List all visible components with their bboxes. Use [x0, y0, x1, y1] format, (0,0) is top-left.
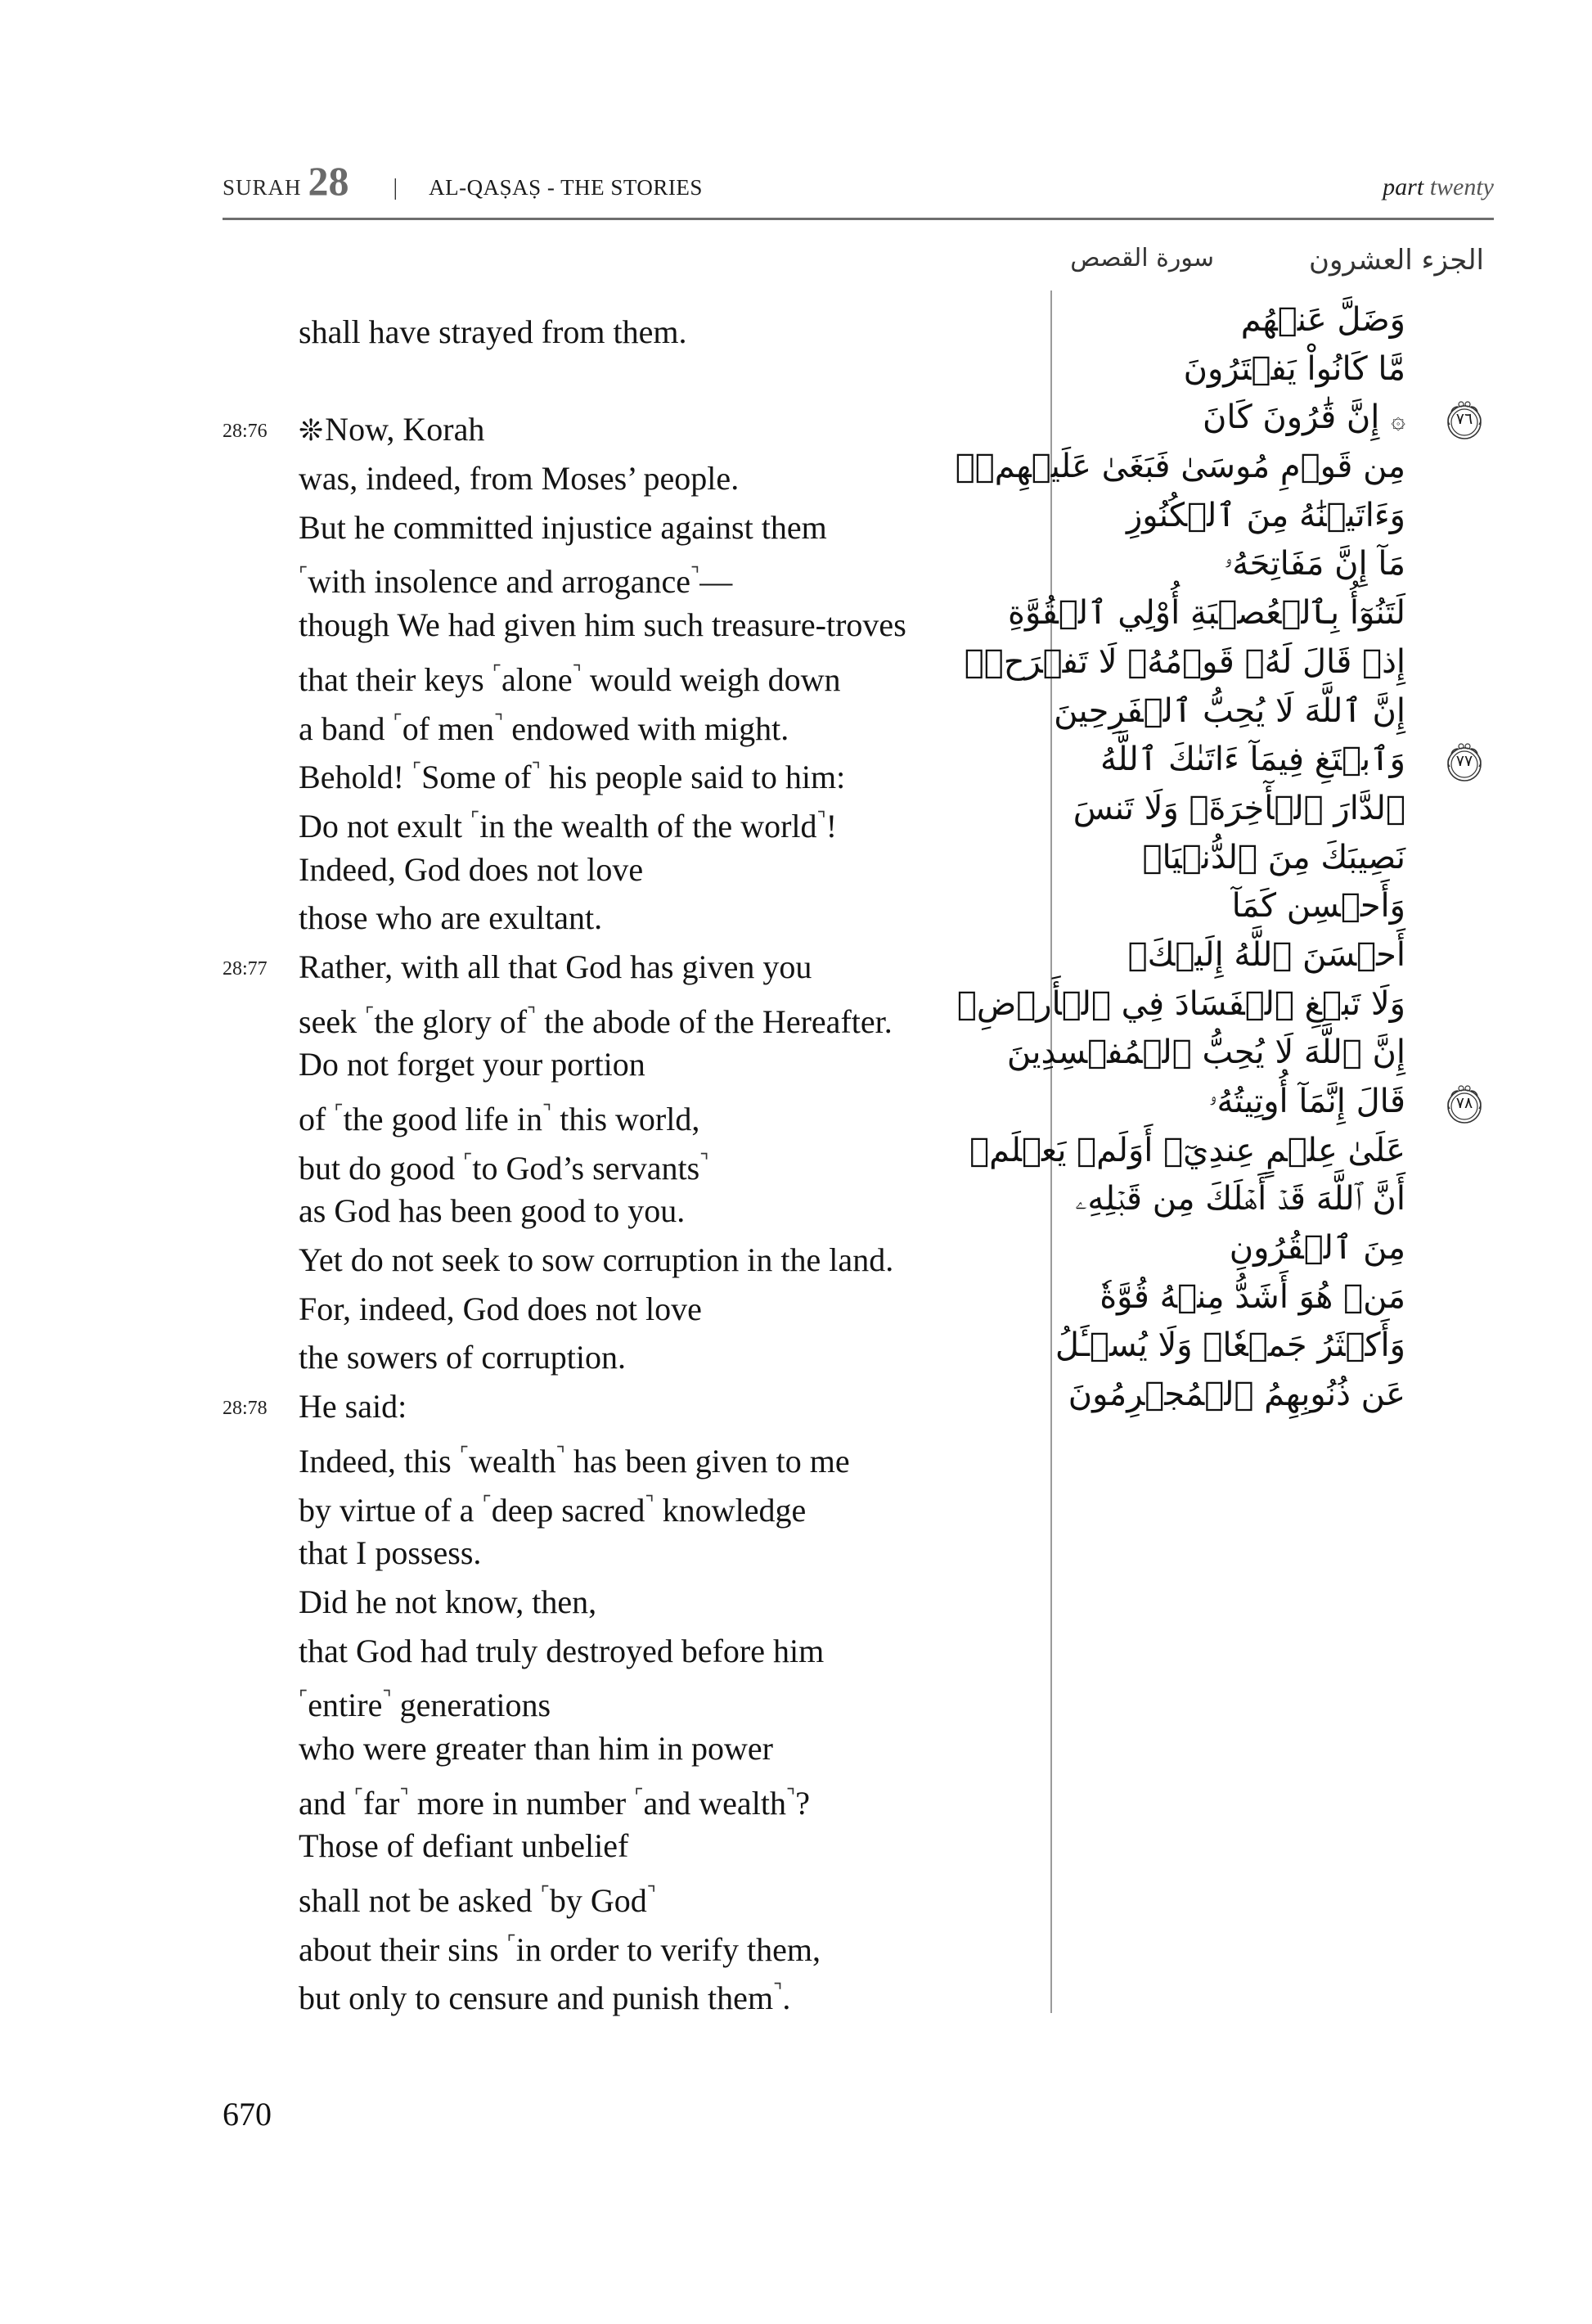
translation-line [223, 454, 1041, 503]
open-bracket-mark: ⌜ [506, 1932, 516, 1954]
translation-line [223, 1382, 1041, 1431]
translation-line [223, 601, 1041, 650]
translation-line [223, 1822, 1041, 1871]
arabic-line-text [1224, 540, 1405, 589]
arabic-line-text [1100, 736, 1405, 785]
open-bracket-mark: ⌜ [459, 1443, 469, 1466]
translation-line [223, 1138, 1041, 1187]
arabic-line-text [1142, 834, 1405, 883]
arabic-text: وَضَلَّ عَنۡهُم [1240, 301, 1405, 339]
arabic-text: وَأَكۡثَرُ جَمۡعٗاۚ وَلَا يُسۡـَٔلُ [1055, 1326, 1405, 1365]
translation-line-text: seek ⌜the glory of⌝ the abode of the Hereafter. [299, 1002, 893, 1040]
translation-text [299, 454, 739, 503]
translation-line-text: of ⌜the good life in⌝ this world, [299, 1101, 700, 1137]
part-number-word: twenty [1429, 173, 1494, 200]
translation-line [223, 747, 1041, 796]
translation-line [223, 650, 1041, 699]
translation-line-text: the sowers of corruption. [299, 1339, 627, 1376]
arabic-line-text [1203, 394, 1405, 445]
stanza-gap [223, 357, 1041, 406]
arabic-text: إِنَّ ٱللَّهَ لَا يُحِبُّ ٱلۡفَرِحِينَ [1054, 691, 1405, 730]
translation-line-text: ⌜with insolence and arrogance⌝— [299, 563, 733, 601]
translation-line [223, 1431, 1041, 1480]
open-bracket-mark: ⌜ [482, 1493, 492, 1515]
rub-el-hizb-icon: ۞ [1391, 406, 1405, 435]
arabic-line [1064, 1371, 1505, 1420]
arabic-text: مَآ إِنَّ مَفَاتِحَهُۥ [1224, 545, 1405, 583]
translation-line-text: Yet do not seek to sow corruption in the land. [299, 1241, 894, 1279]
close-bracket-mark: ⌝ [645, 1493, 654, 1515]
translation-line [223, 1773, 1041, 1822]
translation-line-text: shall have strayed from them. [299, 313, 687, 350]
english-translation-column [223, 308, 1041, 2017]
translation-line-text: ⌜entire⌝ generations [299, 1687, 551, 1724]
translation-line-text: a band ⌜of men⌝ endowed with might. [299, 709, 789, 747]
translation-text [299, 405, 484, 456]
open-bracket-mark: ⌜ [492, 662, 501, 684]
arabic-line-text [1068, 1371, 1405, 1420]
translation-line-text: For, indeed, God does not love [299, 1290, 702, 1327]
open-bracket-mark: ⌜ [334, 1102, 344, 1124]
translation-text [299, 1968, 790, 2023]
arabic-line [964, 638, 1505, 687]
arabic-line-text [1241, 296, 1405, 345]
open-bracket-mark: ⌜ [463, 1151, 473, 1173]
open-bracket-mark: ⌜ [299, 565, 308, 587]
arabic-line-text [1100, 1273, 1405, 1322]
translation-text [299, 1040, 645, 1089]
translation-line [223, 1089, 1041, 1138]
translation-line-text: shall not be asked ⌜by God⌝ [299, 1882, 656, 1919]
arabic-line [1064, 540, 1505, 589]
open-bracket-mark: ⌜ [540, 1884, 550, 1905]
arabic-text: عَن ذُنُوبِهِمُ ٱلۡمُجۡرِمُونَ [1068, 1376, 1405, 1414]
arabic-line [1064, 345, 1505, 394]
arabic-line-text [956, 443, 1405, 492]
translation-text [299, 943, 812, 992]
header-rule [223, 218, 1494, 220]
translation-line [223, 1920, 1041, 1969]
arabic-line [1064, 1078, 1505, 1127]
arabic-line-text [1008, 589, 1405, 638]
close-bracket-mark: ⌝ [699, 1151, 709, 1173]
arabic-surah-heading: سورة القصص [1070, 244, 1214, 272]
translation-line [223, 1333, 1041, 1382]
translation-text [299, 1431, 850, 1486]
arabic-text: مَّا كَانُواْ يَفۡتَرُونَ [1183, 349, 1405, 388]
translation-line-text: who were greater than him in power [299, 1729, 773, 1767]
arabic-line-text [965, 638, 1405, 687]
translation-line-text: Behold! ⌜Some of⌝ his people said to him: [299, 759, 846, 796]
close-bracket-mark: ⌝ [773, 1981, 783, 2003]
arabic-line [955, 443, 1505, 492]
arabic-line [1064, 931, 1505, 980]
close-bracket-mark: ⌝ [555, 1443, 565, 1466]
translation-line-text: He said: [299, 1388, 407, 1425]
translation-text [299, 796, 837, 851]
arabic-line [956, 980, 1505, 1029]
arabic-line [1064, 736, 1505, 785]
open-bracket-mark: ⌜ [299, 1688, 308, 1710]
translation-line [223, 894, 1041, 943]
translation-text [299, 1333, 626, 1382]
part-label [1383, 173, 1494, 201]
translation-line-text: Now, Korah [325, 411, 485, 448]
translation-line [223, 1627, 1041, 1676]
translation-line [223, 1871, 1041, 1920]
arabic-line [1064, 394, 1505, 443]
translation-line-text: But he committed injustice against them [299, 508, 827, 546]
running-head [223, 160, 1494, 209]
arabic-text: وَٱبۡتَغِ فِيمَآ ءَاتَىٰكَ ٱللَّهُ [1100, 741, 1405, 779]
translation-line-text: though We had given him such treasure-troves [299, 606, 906, 644]
arabic-line [1008, 589, 1505, 638]
close-bracket-mark: ⌝ [816, 808, 826, 831]
arabic-text: لَتَنُوٓأُ بِٱلۡعُصۡبَةِ أُوْلِي ٱلۡقُوَّةِ [1008, 594, 1405, 633]
translation-text [299, 1920, 821, 1975]
translation-text [299, 992, 893, 1047]
surah-label: SURAH [223, 175, 302, 200]
translation-line [223, 1578, 1041, 1627]
arabic-text: مَنۡ هُوَ أَشَدُّ مِنۡهُ قُوَّةٗ [1100, 1277, 1405, 1316]
translation-text [299, 552, 732, 606]
arabic-line-text [1184, 345, 1405, 394]
verse-end-number: ٧٧ [1455, 752, 1473, 771]
arabic-line-text [1232, 882, 1405, 931]
translation-line [223, 1187, 1041, 1236]
arabic-text: إِذۡ قَالَ لَهُۥ قَوۡمُهُۥ لَا تَفۡرَحۡۖ [964, 642, 1405, 681]
open-bracket-mark: ⌜ [634, 1786, 644, 1808]
arabic-line-text [1075, 1175, 1405, 1224]
translation-line-text: as God has been good to you. [299, 1192, 686, 1230]
translation-line-text: was, indeed, from Moses’ people. [299, 460, 740, 498]
translation-line-text: but only to censure and punish them⌝. [299, 1979, 791, 2017]
translation-line-text: that God had truly destroyed before him [299, 1632, 825, 1669]
translation-line-text: but do good ⌜to God’s servants⌝ [299, 1149, 709, 1187]
arabic-text: مِن قَوۡمِ مُوسَىٰ فَبَغَىٰ عَلَيۡهِمۡۖ [955, 448, 1405, 486]
translation-line-text: Indeed, God does not love [299, 850, 644, 888]
arabic-line-text [969, 1127, 1405, 1176]
translation-text [299, 1724, 773, 1773]
arabic-text: قَالَ إِنَّمَآ أُوتِيتُهُۥ [1208, 1083, 1405, 1120]
arabic-text: وَءَاتَيۡنَٰهُ مِنَ ٱلۡكُنُوزِ [1126, 496, 1405, 534]
translation-text [299, 1822, 628, 1871]
arabic-line [1006, 1029, 1505, 1078]
translation-text [299, 1773, 810, 1828]
arabic-text: عَلَىٰ عِلۡمٍ عِندِيٓۚ أَوَلَمۡ يَعۡلَمۡ [969, 1131, 1405, 1169]
arabic-line-text [1007, 1029, 1405, 1078]
verse-end-ornament-icon [1441, 1081, 1487, 1127]
close-bracket-mark: ⌝ [527, 1004, 537, 1026]
translation-text [299, 1138, 708, 1193]
translation-text [299, 1578, 596, 1627]
arabic-line-text [1073, 785, 1405, 834]
translation-line [223, 992, 1041, 1041]
verse-end-number: ٧٨ [1455, 1094, 1473, 1112]
translation-text [299, 601, 906, 650]
translation-text [299, 845, 643, 894]
arabic-line [1064, 1273, 1505, 1322]
close-bracket-mark: ⌝ [646, 1884, 656, 1905]
translation-line [223, 552, 1041, 601]
translation-line [223, 1529, 1041, 1578]
arabic-text-column [955, 296, 1505, 1420]
surah-number: 28 [308, 158, 349, 204]
arabic-line [1064, 834, 1505, 883]
page-number: 670 [223, 2096, 272, 2133]
translation-line [223, 796, 1041, 845]
translation-text [299, 1285, 702, 1334]
translation-text [299, 1529, 481, 1578]
verse-number: 28:78 [223, 1398, 268, 1420]
arabic-line [969, 1127, 1505, 1176]
arabic-line-text [1208, 1078, 1405, 1127]
open-bracket-mark: ⌜ [353, 1786, 364, 1808]
close-bracket-mark: ⌝ [572, 662, 582, 684]
translation-line [223, 1724, 1041, 1773]
translation-text [299, 1382, 407, 1431]
close-bracket-mark: ⌝ [785, 1786, 796, 1808]
close-bracket-mark: ⌝ [399, 1786, 409, 1808]
arabic-line [1064, 492, 1505, 541]
open-bracket-mark: ⌜ [470, 808, 480, 831]
verse-number: 28:76 [223, 421, 268, 443]
translation-text [299, 650, 841, 705]
translation-text [299, 747, 845, 802]
close-bracket-mark: ⌝ [690, 565, 700, 587]
translation-line [223, 845, 1041, 894]
translation-line-text: Rather, with all that God has given you [299, 948, 812, 985]
translation-text [299, 1236, 893, 1285]
arabic-text: وَلَا تَبۡغِ ٱلۡفَسَادَ فِي ٱلۡأَرۡضِۖ [956, 984, 1405, 1023]
translation-text [299, 1089, 699, 1144]
translation-line [223, 1968, 1041, 2017]
translation-text [299, 1187, 685, 1236]
translation-line [223, 699, 1041, 748]
arabic-line [1055, 1322, 1505, 1371]
arabic-juz-heading: الجزء العشرون [1309, 244, 1484, 277]
verse-end-ornament-icon [1441, 739, 1487, 785]
translation-text [299, 699, 789, 754]
arabic-line [1064, 882, 1505, 931]
open-bracket-mark: ⌜ [393, 711, 402, 733]
arabic-line-text [1230, 1224, 1405, 1273]
translation-line [223, 405, 1041, 454]
translation-line-text: that I possess. [299, 1534, 482, 1572]
translation-line-text: those who are exultant. [299, 899, 603, 937]
arabic-line-text [957, 980, 1405, 1029]
arabic-text: نَصِيبَكَ مِنَ ٱلدُّنۡيَاۖ [1142, 838, 1405, 876]
arabic-line [1064, 1175, 1505, 1224]
translation-line-text: Did he not know, then, [299, 1583, 597, 1620]
translation-text [299, 503, 827, 552]
arabic-line [1064, 1224, 1505, 1273]
running-head-left [223, 158, 703, 204]
translation-line [223, 1285, 1041, 1334]
surah-title: AL-QAṢAṢ - THE STORIES [429, 175, 703, 200]
translation-text [299, 1871, 656, 1925]
header-separator: | [393, 175, 398, 200]
translation-line [223, 943, 1041, 992]
arabic-text: مِنَ ٱلۡقُرُونِ [1229, 1229, 1405, 1268]
translation-line-text: by virtue of a ⌜deep sacred⌝ knowledge [299, 1491, 807, 1529]
translation-line [223, 308, 1041, 357]
translation-line-text: Do not forget your portion [299, 1046, 645, 1083]
arabic-line [1054, 687, 1505, 736]
translation-line-text: that their keys ⌜alone⌝ would weigh down [299, 660, 841, 698]
translation-line-text: about their sins ⌜in order to verify them, [299, 1930, 821, 1968]
translation-text [299, 308, 686, 357]
arabic-text: إِنَّ ٱللَّهَ لَا يُحِبُّ ٱلۡمُفۡسِدِينَ [1006, 1034, 1405, 1072]
translation-text [299, 1675, 551, 1730]
arabic-line-text [1055, 1322, 1405, 1371]
arabic-line [1064, 785, 1505, 834]
translation-line-text: Indeed, this ⌜wealth⌝ has been given to me [299, 1442, 850, 1480]
translation-line-text: Do not exult ⌜in the wealth of the world⌝! [299, 807, 838, 844]
arabic-text: وَأَحۡسِن كَمَآ [1231, 887, 1405, 926]
arabic-text: ٱلدَّارَ ٱلۡأٓخِرَةَۖ وَلَا تَنسَ [1073, 789, 1405, 827]
arabic-text: أَنَّ ٱللَّهَ قَدۡ أَهۡلَكَ مِن قَبۡلِهِۦ [1075, 1180, 1405, 1218]
translation-line [223, 1675, 1041, 1724]
arabic-line [1064, 296, 1505, 345]
close-bracket-mark: ⌝ [382, 1688, 392, 1710]
open-bracket-mark: ⌜ [411, 760, 422, 782]
verse-number: 28:77 [223, 957, 268, 980]
translation-text [299, 1627, 824, 1676]
translation-line [223, 1480, 1041, 1529]
translation-text [299, 1480, 806, 1535]
arabic-text: أَحۡسَنَ ٱللَّهُ إِلَيۡكَۖ [1127, 935, 1405, 974]
translation-line [223, 503, 1041, 552]
translation-line [223, 1040, 1041, 1089]
translation-line-text: and ⌜far⌝ more in number ⌜and wealth⌝? [299, 1784, 810, 1822]
part-word: part [1383, 173, 1424, 200]
verse-end-number: ٧٦ [1455, 410, 1473, 429]
arabic-text: إِنَّ قَٰرُونَ كَانَ [1203, 399, 1380, 437]
translation-line-text: Those of defiant unbelief [299, 1827, 629, 1865]
verse-end-ornament-icon [1441, 397, 1487, 443]
arabic-line-text [1054, 687, 1405, 736]
translation-line [223, 1236, 1041, 1285]
close-bracket-mark: ⌝ [542, 1102, 552, 1124]
hizb-marker-icon: ❊ [299, 414, 324, 448]
open-bracket-mark: ⌜ [365, 1004, 375, 1026]
translation-text [299, 894, 602, 943]
close-bracket-mark: ⌝ [494, 711, 504, 733]
arabic-line-text [1127, 492, 1405, 541]
close-bracket-mark: ⌝ [531, 760, 541, 782]
arabic-line-text [1128, 931, 1405, 980]
